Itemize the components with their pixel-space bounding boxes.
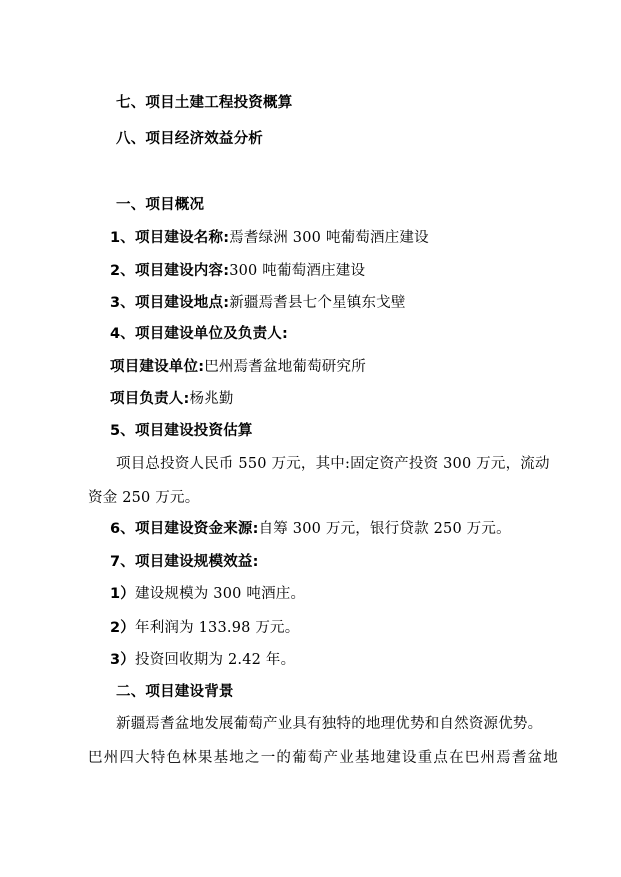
investment-heading: 5、项目建设投资估算 <box>110 423 253 439</box>
unit-row <box>110 358 366 376</box>
section-heading-background: 二、项目建设背景 <box>116 684 234 700</box>
project-name-value: 焉耆绿洲 300 吨葡萄酒庄建设 <box>229 230 429 246</box>
unit-value: 巴州焉耆盆地葡萄研究所 <box>204 359 366 375</box>
project-location-value: 新疆焉耆县七个星镇东戈壁 <box>229 295 406 311</box>
funding-source-label: 6、项目建设资金来源: <box>110 521 259 537</box>
scale-item-3-number: 3） <box>110 652 135 668</box>
scale-benefit-heading: 7、项目建设规模效益: <box>110 554 259 570</box>
investment-line-1: 项目总投资人民币 550 万元，其中:固定资产投资 300 万元，流动 <box>116 456 550 472</box>
project-name-label: 1、项目建设名称: <box>110 230 230 246</box>
scale-item-1-text: 建设规模为 300 吨酒庄。 <box>135 586 306 602</box>
project-content-label: 2、项目建设内容: <box>110 263 230 279</box>
project-location-label: 3、项目建设地点: <box>110 295 230 311</box>
project-content-value: 300 吨葡萄酒庄建设 <box>229 263 366 279</box>
scale-item-2-number: 2） <box>110 620 135 636</box>
funding-source-row <box>110 520 511 538</box>
project-content-row <box>110 262 365 280</box>
toc-item-7: 七、项目土建工程投资概算 <box>116 95 293 111</box>
leader-value: 杨兆勤 <box>189 391 234 407</box>
leader-label: 项目负责人: <box>110 391 190 407</box>
scale-item-2-text: 年利润为 133.98 万元。 <box>135 620 300 636</box>
project-location-row <box>110 294 406 312</box>
scale-item-3 <box>110 651 295 669</box>
project-name-row <box>110 229 429 247</box>
background-paragraph-line-1: 新疆焉耆盆地发展葡萄产业具有独特的地理优势和自然资源优势。 <box>116 716 543 732</box>
scale-item-2 <box>110 619 299 637</box>
scale-item-3-text: 投资回收期为 2.42 年。 <box>135 652 296 668</box>
toc-item-8: 八、项目经济效益分析 <box>116 131 263 147</box>
investment-line-2: 资金 250 万元。 <box>88 490 200 506</box>
unit-label: 项目建设单位: <box>110 359 205 375</box>
scale-item-1 <box>110 585 305 603</box>
leader-row <box>110 390 234 408</box>
funding-source-value: 自筹 300 万元，银行贷款 250 万元。 <box>258 521 511 537</box>
scale-item-1-number: 1） <box>110 586 135 602</box>
unit-and-leader-heading: 4、项目建设单位及负责人: <box>110 326 288 342</box>
background-paragraph-line-2: 巴州四大特色林果基地之一的葡萄产业基地建设重点在巴州焉耆盆地 <box>88 750 559 766</box>
section-heading-overview: 一、项目概况 <box>116 197 205 213</box>
